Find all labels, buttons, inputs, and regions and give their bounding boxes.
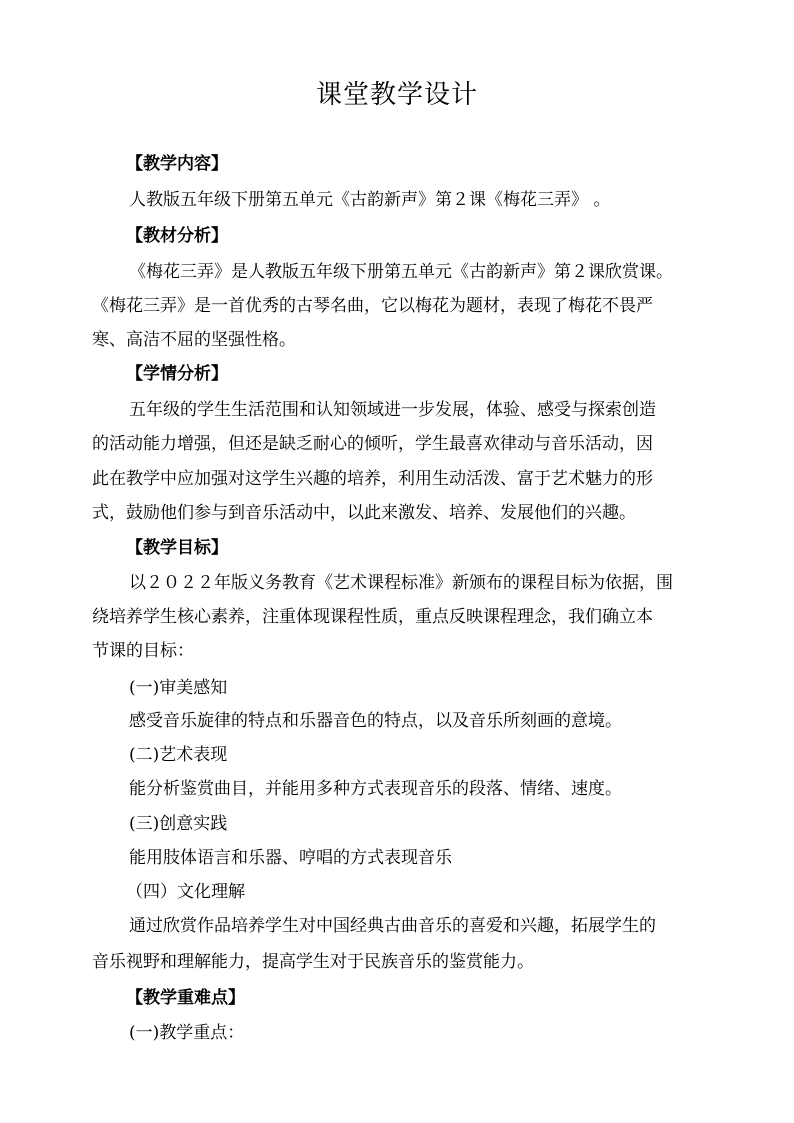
keypoints-sub: (一)教学重点：: [129, 1023, 245, 1043]
students-line: 式，鼓励他们参与到音乐活动中，以此来激发、培养、发展他们的兴趣。: [92, 503, 636, 523]
students-line: 此在教学中应加强对这学生兴趣的培养，利用生动活泼、富于艺术魅力的形: [92, 469, 653, 489]
goal-label: (三)创意实践: [129, 814, 228, 834]
goals-line: 绕培养学生核心素养，注重体现课程性质，重点反映课程理念，我们确立本: [92, 607, 653, 627]
heading-goals: 【教学目标】: [126, 538, 228, 558]
goal-label: (一)审美感知: [129, 678, 228, 698]
goals-line: 节课的目标：: [92, 641, 194, 661]
goal-text: 感受音乐旋律的特点和乐器音色的特点，以及音乐所刻画的意境。: [129, 711, 622, 731]
heading-content: 【教学内容】: [126, 154, 228, 174]
document-title: 课堂教学设计: [315, 80, 478, 110]
goal-text: 能分析鉴赏曲目，并能用多种方式表现音乐的段落、情绪、速度。: [129, 779, 622, 799]
content-line: 人教版五年级下册第五单元《古韵新声》第２课《梅花三弄》 。: [129, 190, 611, 210]
goals-line: 以２０２２年版义务教育《艺术课程标准》新颁布的课程目标为依据，围: [129, 573, 673, 593]
heading-students: 【学情分析】: [126, 364, 228, 384]
analysis-line: 《梅花三弄》是人教版五年级下册第五单元《古韵新声》第２课欣赏课。: [129, 262, 673, 282]
students-line: 的活动能力增强，但还是缺乏耐心的倾听，学生最喜欢律动与音乐活动，因: [92, 434, 653, 454]
goal-text: 能用肢体语言和乐器、哼唱的方式表现音乐: [129, 848, 452, 868]
goal-label: (二)艺术表现: [129, 745, 228, 765]
analysis-line: 《梅花三弄》是一首优秀的古琴名曲，它以梅花为题材，表现了梅花不畏严: [92, 296, 653, 316]
goal-label: （四）文化理解: [126, 882, 245, 902]
goal-text: 通过欣赏作品培养学生对中国经典古曲音乐的喜爱和兴趣，拓展学生的: [129, 916, 656, 936]
heading-analysis: 【教材分析】: [126, 226, 228, 246]
students-line: 五年级的学生生活范围和认知领域进一步发展，体验、感受与探索创造: [129, 400, 656, 420]
analysis-line: 寒、高洁不屈的坚强性格。: [92, 330, 296, 350]
goal-text: 音乐视野和理解能力，提高学生对于民族音乐的鉴赏能力。: [92, 952, 534, 972]
heading-keypoints: 【教学重难点】: [126, 988, 245, 1008]
